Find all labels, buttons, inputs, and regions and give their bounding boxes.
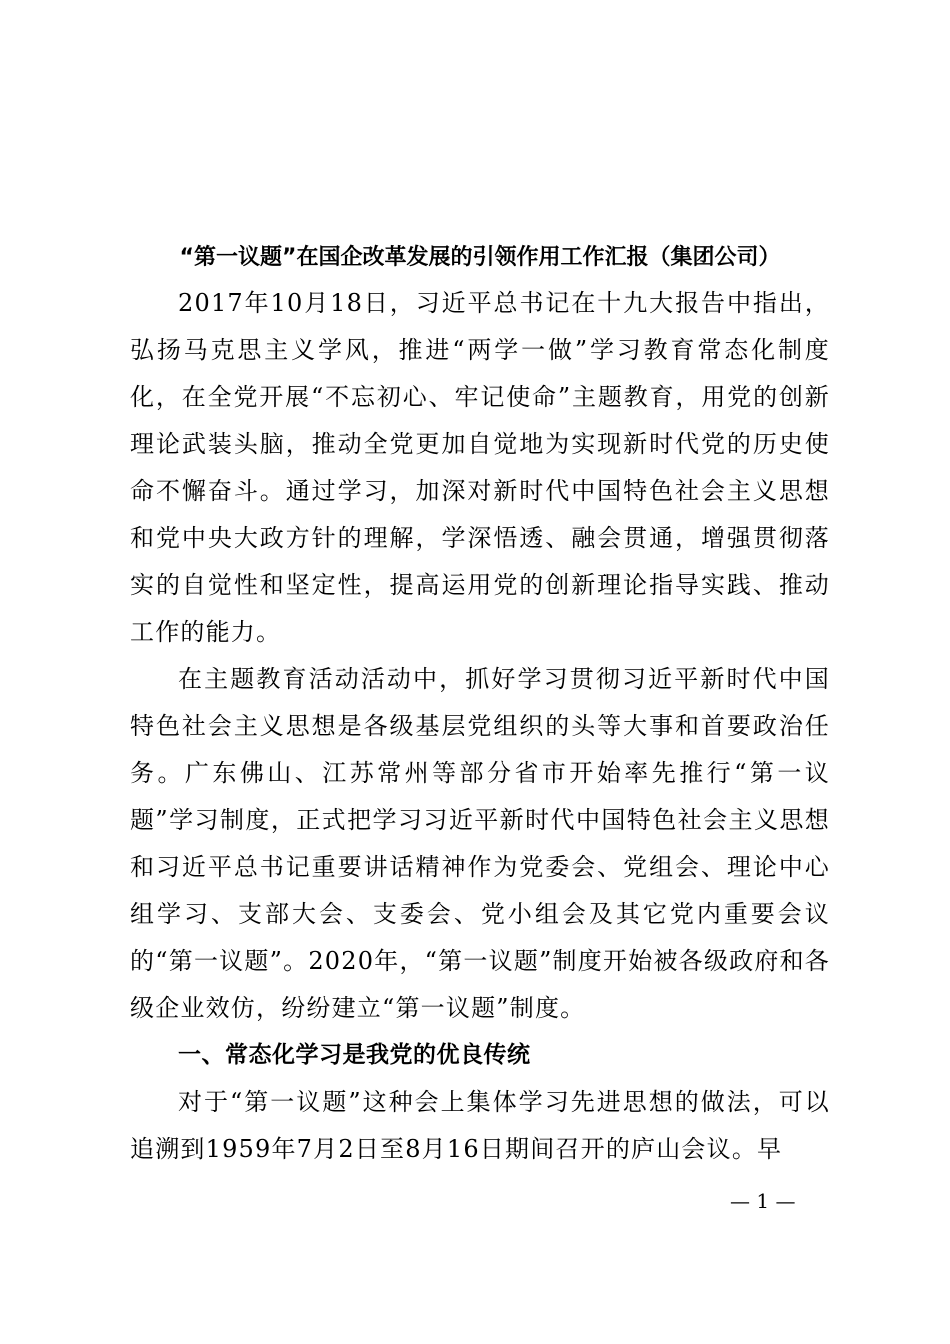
- page-number: — 1 —: [730, 1189, 796, 1213]
- body-paragraph-1: 2017年10月18日，习近平总书记在十九大报告中指出，弘扬马克思主义学风，推进“两学一做”学习教育常态化制度化，在全党开展“不忘初心、牢记使命”主题教育，用党的创新理论武装头脑，推动全党更加自觉地为实现新时代党的历史使命不懈奋斗。通过学习，加深对新时代中国特色社会主义思想和党中央大政方针的理解，学深悟透、融会贯通，增强贯彻落实的自觉性和坚定性，提高运用党的创新理论指导实践、推动工作的能力。: [130, 289, 830, 646]
- document-title: “第一议题”在国企改革发展的引领作用工作汇报（集团公司）: [179, 245, 781, 270]
- section-heading: 一、常态化学习是我党的优良传统: [178, 1042, 531, 1068]
- document-body: [130, 280, 830, 1173]
- body-paragraph-3: 对于“第一议题”这种会上集体学习先进思想的做法，可以追溯到1959年7月2日至8月16日期间召开的庐山会议。早: [130, 1088, 830, 1163]
- body-paragraph-2: 在主题教育活动活动中，抓好学习贯彻习近平新时代中国特色社会主义思想是各级基层党组织的头等大事和首要政治任务。广东佛山、江苏常州等部分省市开始率先推行“第一议题”学习制度，正式把学习习近平新时代中国特色社会主义思想和习近平总书记重要讲话精神作为党委会、党组会、理论中心组学习、支部大会、支委会、党小组会及其它党内重要会议的“第一议题”。2020年，“第一议题”制度开始被各级政府和各级企业效仿，纷纷建立“第一议题”制度。: [130, 665, 830, 1022]
